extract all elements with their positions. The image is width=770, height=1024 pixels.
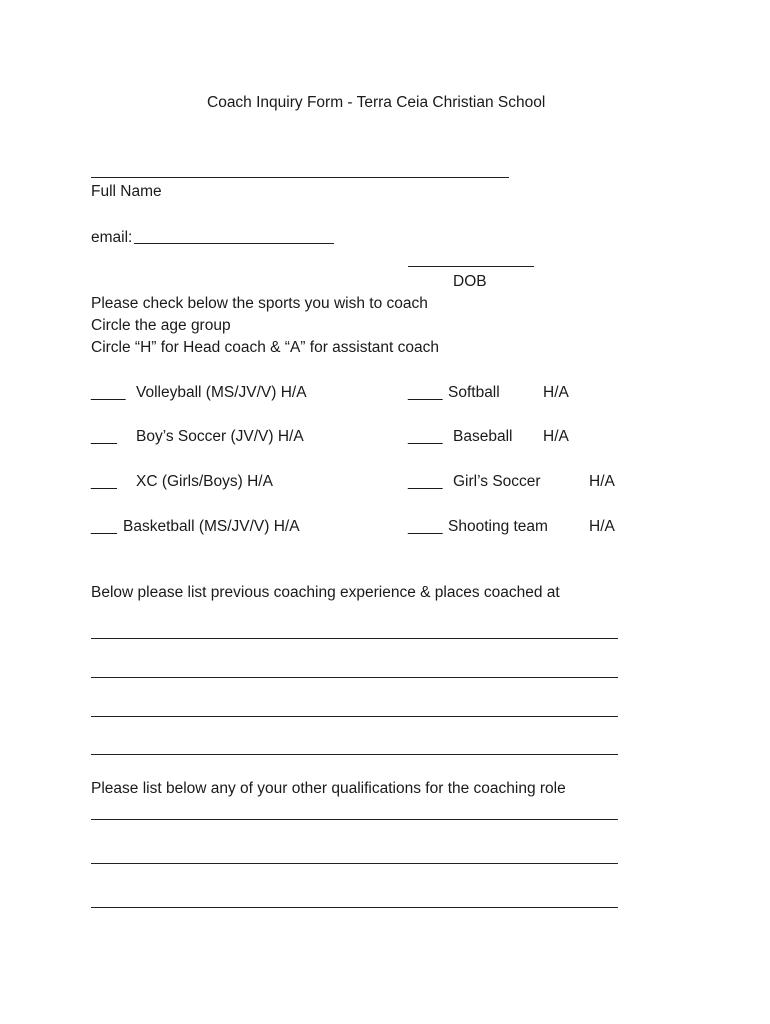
sport-softball: Softball — [448, 384, 500, 401]
sport-baseball: Baseball — [453, 428, 513, 445]
form-title: Coach Inquiry Form - Terra Ceia Christian School — [207, 94, 546, 111]
experience-line[interactable] — [91, 716, 618, 717]
sport-volleyball: Volleyball (MS/JV/V) H/A — [136, 384, 307, 401]
qualifications-line[interactable] — [91, 907, 618, 908]
sport-check-blank[interactable]: ____ — [408, 428, 443, 445]
full-name-line[interactable] — [91, 177, 509, 178]
sport-role: H/A — [589, 473, 615, 490]
experience-line[interactable] — [91, 638, 618, 639]
sport-check-blank[interactable]: ____ — [408, 384, 443, 401]
sport-check-blank[interactable]: ___ — [91, 518, 117, 535]
experience-line[interactable] — [91, 677, 618, 678]
sport-role: H/A — [543, 428, 569, 445]
email-label: email: — [91, 229, 133, 246]
sport-shooting-team: Shooting team — [448, 518, 548, 535]
dob-label: DOB — [453, 273, 487, 290]
instruction-line: Circle the age group — [91, 317, 231, 334]
sport-check-blank[interactable]: ___ — [91, 473, 117, 490]
experience-prompt: Below please list previous coaching experience & places coached at — [91, 584, 560, 601]
sport-girls-soccer: Girl’s Soccer — [453, 473, 541, 490]
sport-basketball: Basketball (MS/JV/V) H/A — [123, 518, 300, 535]
qualifications-line[interactable] — [91, 819, 618, 820]
sport-role: H/A — [543, 384, 569, 401]
sport-boys-soccer: Boy’s Soccer (JV/V) H/A — [136, 428, 304, 445]
sport-xc: XC (Girls/Boys) H/A — [136, 473, 273, 490]
qualifications-line[interactable] — [91, 863, 618, 864]
dob-line[interactable] — [408, 266, 534, 267]
instruction-line: Please check below the sports you wish to coach — [91, 295, 428, 312]
experience-line[interactable] — [91, 754, 618, 755]
sport-role: H/A — [589, 518, 615, 535]
sport-check-blank[interactable]: ___ — [91, 428, 117, 445]
sport-check-blank[interactable]: ____ — [91, 384, 126, 401]
email-line[interactable] — [134, 243, 334, 244]
qualifications-prompt: Please list below any of your other qualifications for the coaching role — [91, 780, 566, 797]
sport-check-blank[interactable]: ____ — [408, 473, 443, 490]
full-name-label: Full Name — [91, 183, 162, 200]
sport-check-blank[interactable]: ____ — [408, 518, 443, 535]
instruction-line: Circle “H” for Head coach & “A” for assistant coach — [91, 339, 440, 356]
